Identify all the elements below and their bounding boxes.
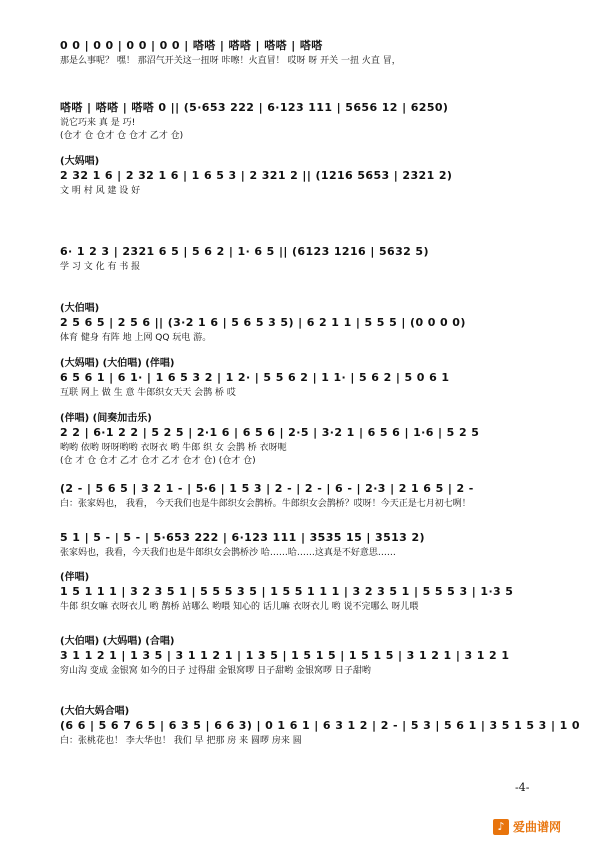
- singer-caption: (大妈唱) (大伯唱) (伴唱): [60, 358, 175, 369]
- score-system-2: [60, 100, 580, 142]
- lyrics-line: 文 明 村 风 建 设 好: [60, 186, 141, 196]
- notation-line: 2 5 6 5 | 2 5 6 || (3·2 1 6 | 5 6 5 3 5) | 6 2 1 1 | 5 5 5 | (0 0 0 0): [60, 316, 466, 329]
- lyrics-line: 互联 网上 做 生 意 牛郎织女天天 会鹊 桥 哎: [60, 388, 236, 398]
- score-system-4: [60, 244, 580, 274]
- score-system-9: [60, 530, 580, 560]
- singer-caption: (伴唱) (间奏加击乐): [60, 413, 152, 424]
- singer-caption: (大伯唱): [60, 303, 100, 314]
- lyrics-line: 那是么事呢？ 嘿！ 那沼气开关这一扭呀 咔嚓！火直冒！ 哎呀 呀 开关 一扭 火直 冒，: [60, 56, 401, 66]
- watermark: [493, 818, 561, 835]
- score-system-6: [60, 358, 580, 400]
- lyrics-line: 哟哟 依哟 呀呀哟哟 衣呀衣 哟 牛郎 织 女 会鹊 桥 衣呀呃: [60, 443, 287, 453]
- notation-line: (6 6 | 5 6 7 6 5 | 6 3 5 | 6 6 3) | 0 1 6 1 | 6 3 1 2 | 2 - | 5 3 | 5 6 1 | 3 5 1 5 3 | 1 0: [60, 719, 580, 732]
- notation-line: (2 - | 5 6 5 | 3 2 1 - | 5·6 | 1 5 3 | 2 - | 2 - | 6 - | 2·3 | 2 1 6 5 | 2 -: [60, 482, 474, 495]
- notation-line: 2 32 1 6 | 2 32 1 6 | 1 6 5 3 | 2 321 2 || (1216 5653 | 2321 2): [60, 169, 453, 182]
- lyrics-line: 说它巧来 真 是 巧!: [60, 118, 136, 128]
- score-system-12: [60, 706, 580, 748]
- notation-line: 5 1 | 5 - | 5 - | 5·653 222 | 6·123 111 | 3535 15 | 3513 2): [60, 531, 425, 544]
- lyrics-line: 白：张桃花也！ 李大华也！ 我们 早 把那 房 来 圆啰 房来 圆: [60, 736, 302, 746]
- percussion-line: (仓 才 仓 仓才 乙才 仓才 乙才 仓才 仓) (仓才 仓): [60, 456, 256, 466]
- dialogue-line: 张家妈也，我看，今天我们也是牛郎织女会鹊桥沙 哈……哈……这真是不好意思……: [60, 548, 396, 558]
- score-system-11: [60, 636, 580, 678]
- watermark-text: 爱曲谱网: [513, 820, 562, 834]
- score-system-3: [60, 156, 580, 198]
- score-system-5: [60, 303, 580, 345]
- notation-line: 2 2 | 6·1 2 2 | 5 2 5 | 2·1 6 | 6 5 6 | 2·5 | 3·2 1 | 6 5 6 | 1·6 | 5 2 5: [60, 426, 480, 439]
- singer-caption: (伴唱): [60, 572, 90, 583]
- notation-line: 嗒嗒 | 嗒嗒 | 嗒嗒 0 || (5·653 222 | 6·123 111 | 5656 12 | 6250): [60, 101, 449, 114]
- lyrics-line: 学 习 文 化 有 书 报: [60, 262, 141, 272]
- page-number: -4-: [515, 781, 530, 794]
- score-system-7: [60, 413, 580, 467]
- notation-line: 0 0 | 0 0 | 0 0 | 0 0 | 嗒嗒 | 嗒嗒 | 嗒嗒 | 嗒嗒: [60, 39, 323, 52]
- notation-line: 6 5 6 1 | 6 1· | 1 6 5 3 2 | 1 2· | 5 5 6 2 | 1 1· | 5 6 2 | 5 0 6 1: [60, 371, 450, 384]
- singer-caption: (大伯唱) (大妈唱) (合唱): [60, 636, 175, 647]
- singer-caption: (大伯大妈合唱): [60, 706, 130, 717]
- notation-line: 6· 1 2 3 | 2321 6 5 | 5 6 2 | 1· 6 5 || (6123 1216 | 5632 5): [60, 245, 429, 258]
- notation-line: 3 1 1 2 1 | 1 3 5 | 3 1 1 2 1 | 1 3 5 | 1 5 1 5 | 1 5 1 5 | 3 1 2 1 | 3 1 2 1: [60, 649, 510, 662]
- dialogue-line: 白：张家妈也， 我看， 今天我们也是牛郎织女会鹊桥。牛郎织女会鹊桥？哎呀！今天正是七月初七咧！: [60, 499, 471, 509]
- singer-caption: (大妈唱): [60, 156, 100, 167]
- lyrics-line: 牛郎 织女嘛 衣呀衣儿 哟 鹊桥 站哪么 哟喂 知心的 话儿嘛 衣呀衣儿 哟 说不完哪么 呀儿喂: [60, 602, 419, 612]
- notation-line: 1 5 1 1 1 | 3 2 3 5 1 | 5 5 5 3 5 | 1 5 5 1 1 1 | 3 2 3 5 1 | 5 5 5 3 | 1·3 5: [60, 585, 514, 598]
- lyrics-line: 体育 健身 有阵 地 上网 QQ 玩电 游。: [60, 333, 212, 343]
- score-system-1: [60, 38, 580, 68]
- score-system-10: [60, 572, 580, 614]
- music-note-icon: ♪: [493, 819, 509, 835]
- lyrics-line: 穷山沟 变成 金银窝 如今的日子 过得甜 金银窝啰 日子甜哟 金银窝啰 日子甜哟: [60, 666, 371, 676]
- percussion-line: (仓才 仓 仓才 仓 仓才 乙才 仓): [60, 131, 184, 141]
- score-system-8: [60, 481, 580, 511]
